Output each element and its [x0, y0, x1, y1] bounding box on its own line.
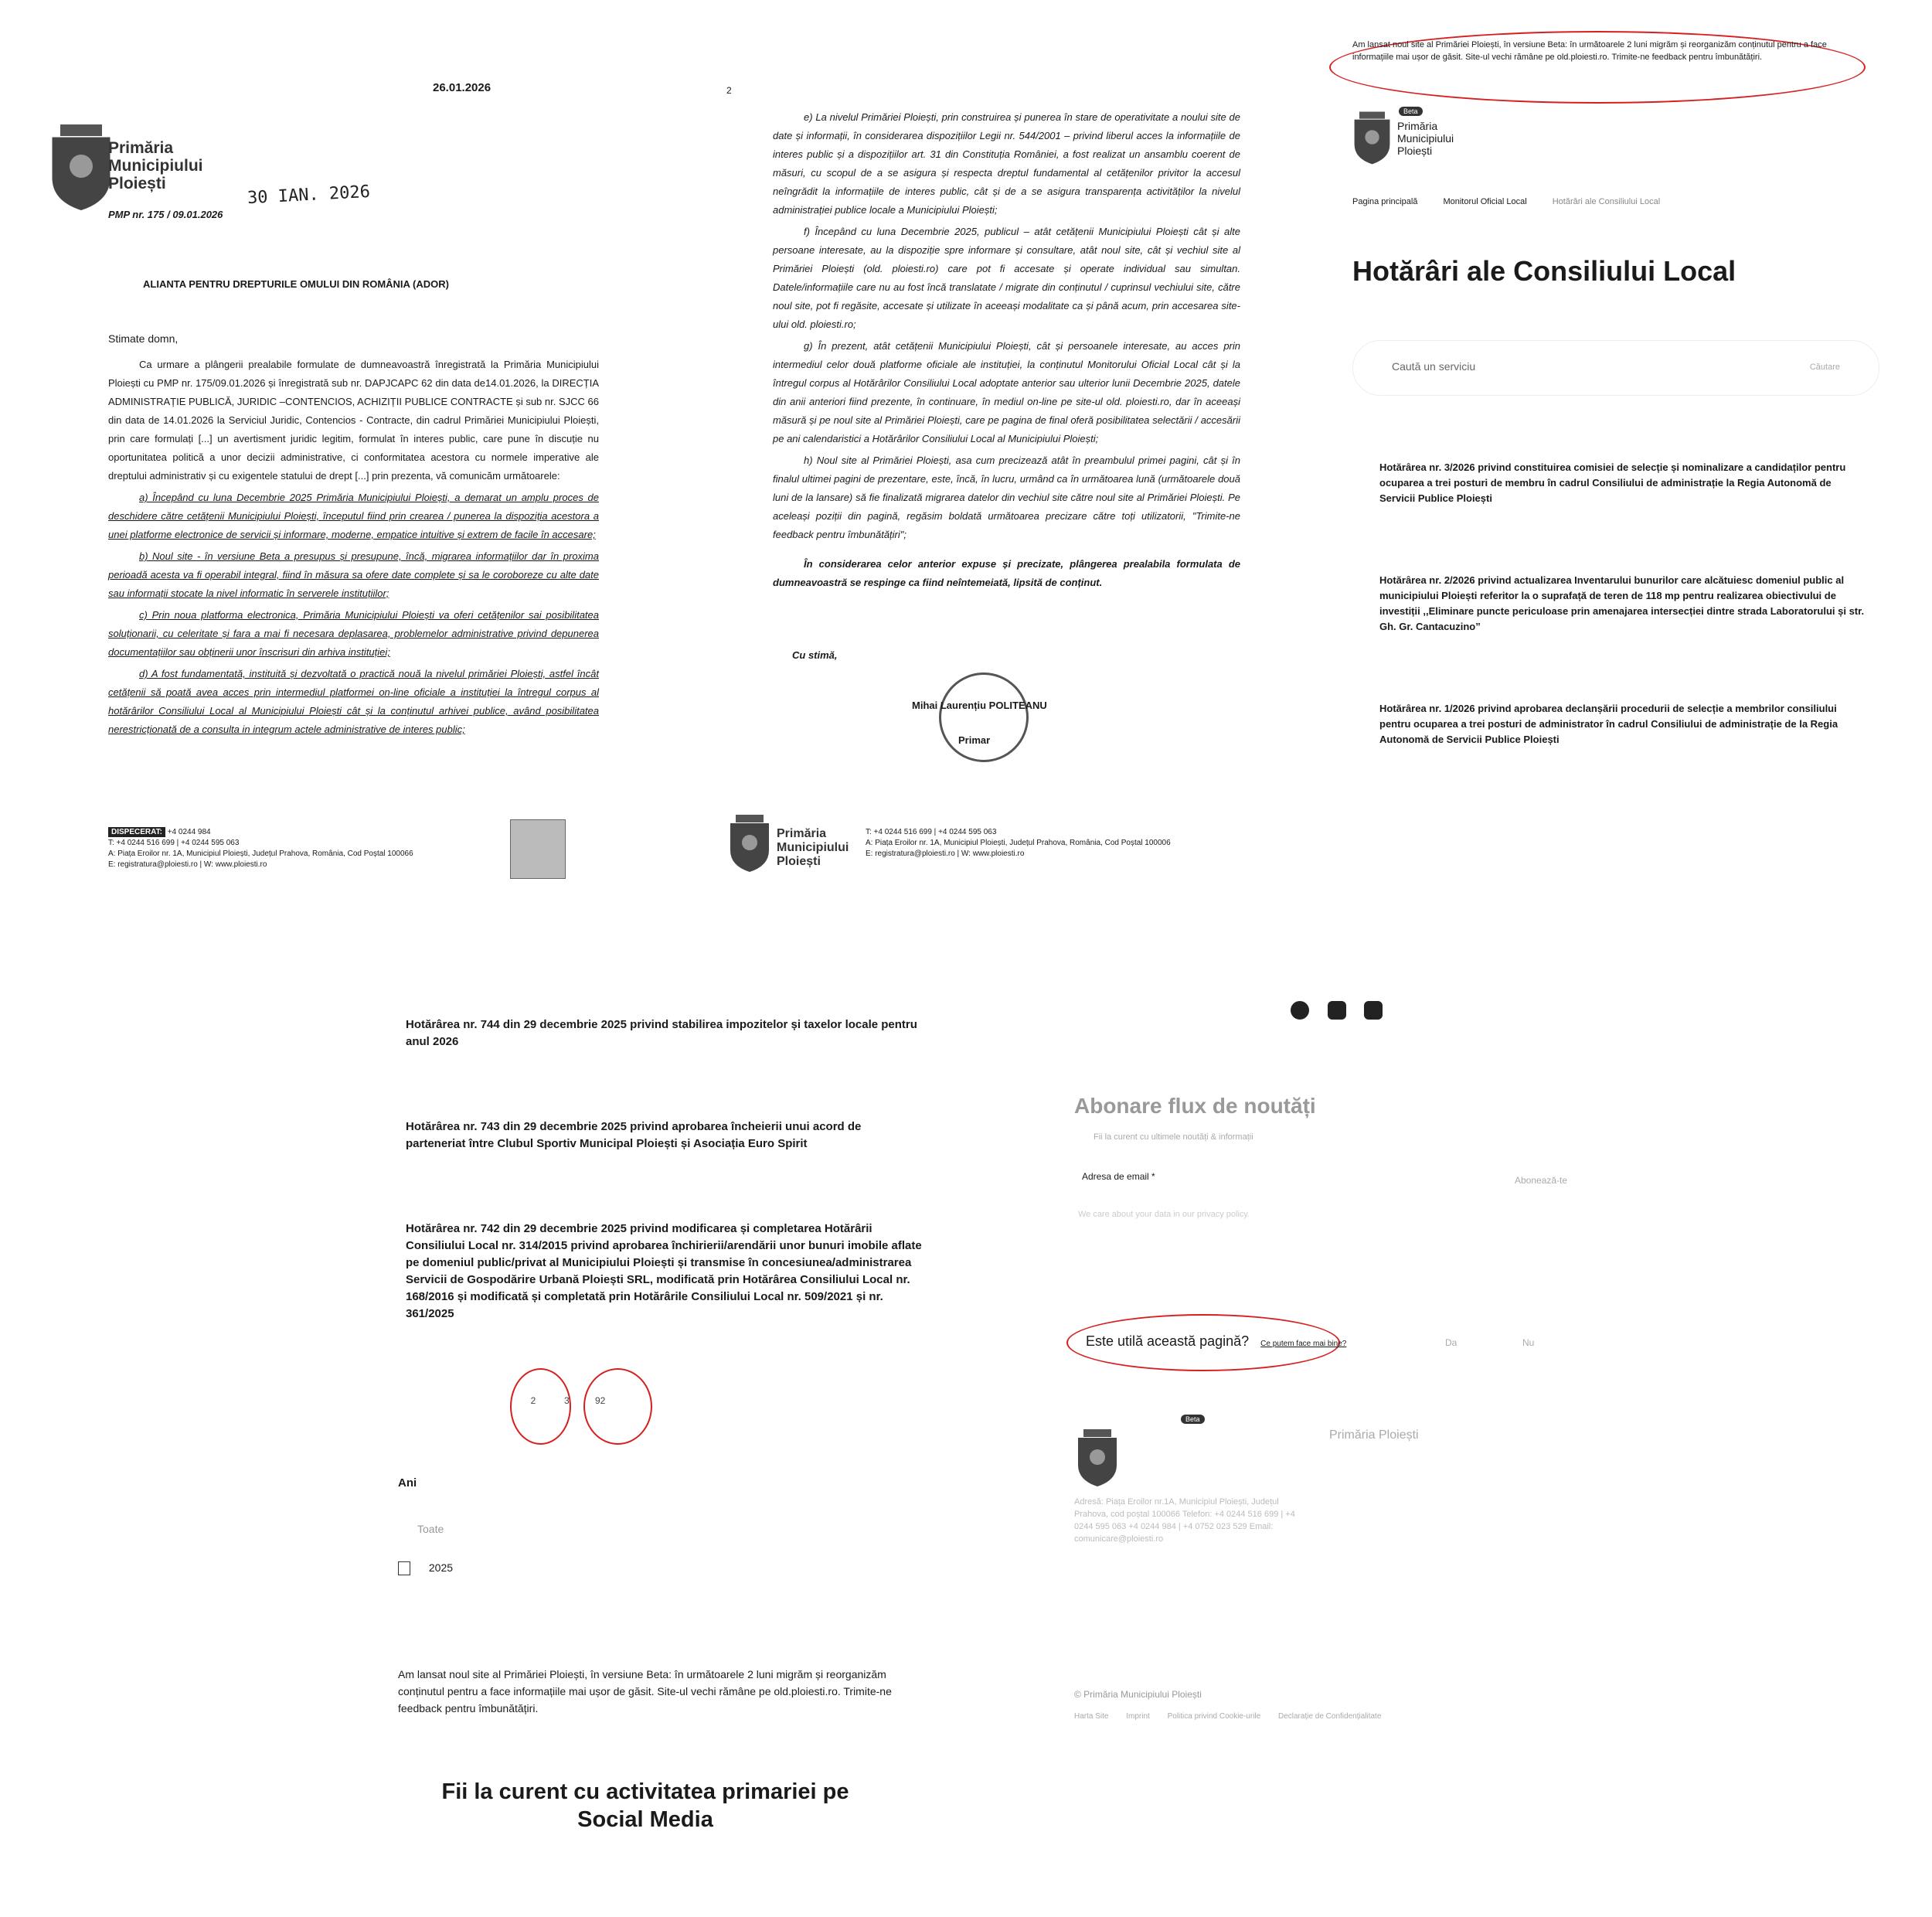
search-button[interactable]: Căutare — [1809, 363, 1840, 372]
letter-footer: DISPECERAT: +4 0244 984 T: +4 0244 516 699 | +4 0244 595 063 A: Piața Eroilor nr. 1A, Municipiul Ploiești, Județul Prahova, România, Cod Poștal 100066 E: registratura@ploiesti.ro | W: www.ploiesti.ro — [108, 828, 413, 869]
email-field[interactable]: Adresa de email * — [1082, 1171, 1155, 1182]
letter-footer-2: T: +4 0244 516 699 | +4 0244 595 063 A: Piața Eroilor nr. 1A, Municipiul Ploiești, Județul Prahova, România, Cod Poștal 100006 E: registratura@ploiesti.ro | W: www.ploiesti.ro — [866, 828, 1171, 858]
highlight-circle — [510, 1368, 571, 1445]
search-box[interactable] — [1352, 340, 1879, 396]
letter-page-1 — [46, 39, 734, 897]
received-stamp-date: 30 IAN. 2026 — [247, 182, 371, 209]
privacy-note: We care about your data in our privacy policy. — [1078, 1210, 1250, 1219]
feedback-yes-button[interactable]: Da — [1445, 1337, 1458, 1348]
decision-item[interactable]: Hotărârea nr. 743 din 29 decembrie 2025 privind aprobarea încheierii unui acord de parteneriat între Clubul Sportiv Municipal Ploiești și Asociația Euro Spirit — [406, 1120, 862, 1150]
newsletter-title: Abonare flux de noutăți — [1074, 1094, 1316, 1118]
closing: Cu stimă, — [792, 649, 838, 661]
subscribe-button[interactable]: Abonează-te — [1515, 1175, 1568, 1186]
decision-item[interactable]: Hotărârea nr. 1/2026 privind aprobarea declanșării procedurii de selecție a membrilor consiliului pentru ocuparea a trei posturi de administrator în cadrul Consiliului de administrație de la Regia Autonomă de Servicii Publice Ploiești — [1379, 703, 1838, 745]
site-brand[interactable]: Primăria Municipiului Ploiești — [1397, 120, 1454, 157]
letter-body-2 — [773, 108, 1240, 595]
facebook-icon[interactable] — [1291, 1001, 1309, 1020]
search-input[interactable]: Caută un serviciu — [1392, 360, 1476, 373]
feedback-no-button[interactable]: Nu — [1522, 1337, 1535, 1348]
intro-paragraph: Ca urmare a plângerii prealabile formulate de dumneavoastră înregistrată la Primăria Municipiului Ploiești cu PMP nr. 175/09.01.2026 și înregistrată sub nr. DAPJCAPC 62 din data de14.01.2026, la DIRECȚIA ADMINISTRAȚIE PUBLICĂ, JURIDIC –CONTENCIOS, ACHIZIȚII PUBLICE CONTRACTE și sub nr. SJCC 66 din data de 14.01.2026 la Serviciul Juridic, Contencios - Contracte, din cadrul Primăriei Municipiului Ploiești, prin care formulați [...] un avertisment juridic legitim, formulat în interes public, care pune în discuție nu oportunitatea politică a unor decizii administrative, ci conformitatea acestora cu normele imperative ale dreptului administrativ și cu exigentele statului de drept [...] prin prezenta, vă comunicăm următoarele: — [108, 359, 599, 482]
decisions-list-2025 — [406, 1016, 923, 1391]
pmp-number: PMP nr. 175 / 09.01.2026 — [108, 209, 223, 220]
point-e: e) La nivelul Primăriei Ploiești, prin construirea și punerea în stare de operativitate a noului site de date și informații, în considerarea dispozițiilor Legii nr. 544/2001 – privind liberul acces la informațiile de interes public și a dispozițiilor art. 31 din Constituția României, a fost realizat un ansamblu coerent de măsuri, cu scopul de a se asigura și respecta dreptul fundamental al cetățenilor privitor la accesul neîngrădit la informațiile de interes public, cât și de a se asigura transparența activităților la nivelul administrației publice locale a Municipiului Ploiești; — [773, 111, 1240, 216]
signer-role: Primar — [958, 734, 991, 746]
addressee: ALIANTA PENTRU DREPTURILE OMULUI DIN ROMÂNIA (ADOR) — [143, 278, 449, 290]
footer-link[interactable]: Politica privind Cookie-urile — [1167, 1712, 1261, 1721]
decision-item[interactable]: Hotărârea nr. 3/2026 privind constituirea comisiei de selecție și nominalizare a candidaților pentru ocuparea a trei posturi de membru în cadrul Consiliului de administrație la Regia Autonomă de Servicii Publice Ploiești — [1379, 461, 1846, 504]
letter-brand: Primăria Municipiului Ploiești — [108, 139, 203, 192]
primaria-crest-icon — [46, 120, 116, 213]
point-a: a) Începând cu luna Decembrie 2025 Primăria Municipiului Ploiești, a demarat un amplu proces de deschidere către cetățenii Municipiului Ploiești, începutul fiind prin crearea / punerea la dispoziția acestora a unei platforme electronice de servicii și informare, moderne, empatice intuitive și extrem de facile în accesare; — [108, 492, 599, 540]
footer-links — [1074, 1712, 1396, 1721]
social-section-title: Fii la curent cu activitatea primariei pe Social Media — [441, 1779, 849, 1832]
footer-logo-icon — [1074, 1426, 1121, 1488]
signer-name: Mihai Laurențiu POLITEANU — [912, 700, 1047, 711]
website-screenshot-list — [363, 989, 981, 1894]
greeting: Stimate domn, — [108, 332, 179, 345]
page-title: Hotărâri ale Consiliului Local — [1352, 255, 1736, 287]
page-link[interactable]: 3 — [564, 1395, 570, 1406]
youtube-icon[interactable] — [1364, 1001, 1383, 1020]
point-c: c) Prin noua platforma electronica, Primăria Municipiului Ploiești va oferi cetățenilor sai posibilitatea soluționarii, cu celeritate și fara a mai fi necesara deplasarea, problemelor administrative privind depunerea documentațiilor sau obținerii unor înscrisuri din arhiva instituției; — [108, 609, 599, 658]
years-label: Ani — [398, 1476, 417, 1490]
point-d: d) A fost fundamentată, instituită și dezvoltată o practică nouă la nivelul primăriei Ploiești, astfel încât cetățenii să poată avea acces prin intermediul platformei on-line oficiale a instituției la întregul corpus al hotărârilor Consiliului Local al Municipiului Ploiești cât și la conținutul arhivei publice, având posibilitatea nerestricționată de a consulta in integrum actele administrative de interes public; — [108, 668, 599, 735]
certification-badge — [510, 819, 566, 879]
footer-link[interactable]: Imprint — [1126, 1712, 1150, 1721]
beta-banner: Am lansat noul site al Primăriei Ploiești, în versiune Beta: în următoarele 2 luni migrăm și reorganizăm conținutul pentru a face informațiile mai ușor de găsit. Site-ul vechi rămâne pe old.ploiesti.ro. Trimite-ne feedback pentru îmbunătățiri. — [398, 1668, 892, 1714]
point-b: b) Noul site - în versiune Beta a presupus și presupune, încă, migrarea informațiilor dar în proxima perioadă acesta va fi operabil integral, fiind în măsura sa ofere date complete și sa le coroboreze cu alte date sau informații stocate la nivel informatic în serverele instituțiilor; — [108, 550, 599, 599]
breadcrumb-monitor[interactable]: Monitorul Oficial Local — [1443, 197, 1527, 206]
page-number: 2 — [726, 85, 732, 96]
letter-body — [108, 356, 599, 742]
copyright: © Primăria Municipiului Ploiești — [1074, 1689, 1202, 1700]
instagram-icon[interactable] — [1328, 1001, 1346, 1020]
official-seal — [939, 672, 1029, 762]
letter-date: 26.01.2026 — [433, 81, 492, 94]
breadcrumb-home[interactable]: Pagina principală — [1352, 197, 1418, 206]
site-logo-icon[interactable] — [1351, 108, 1393, 166]
conclusion: În considerarea celor anterior expuse și precizate, plângerea prealabila formulata de dumneavoastră se respinge ca fiind neîntemeiată, lipsită de conținut. — [773, 558, 1240, 588]
footer-link[interactable]: Harta Site — [1074, 1712, 1109, 1721]
decision-item[interactable]: Hotărârea nr. 744 din 29 decembrie 2025 privind stabilirea impozitelor și taxelor locale pentru anul 2026 — [406, 1018, 917, 1048]
website-screenshot-top — [1314, 31, 1901, 873]
highlight-circle — [583, 1368, 652, 1445]
page-link[interactable]: 2 — [530, 1395, 536, 1406]
footer-brand: Primăria Ploiești — [1329, 1428, 1419, 1442]
newsletter-subtitle: Fii la curent cu ultimele noutăți & informații — [1094, 1132, 1253, 1142]
year-filter-2025[interactable]: 2025 — [398, 1561, 453, 1575]
social-icons — [1291, 1001, 1396, 1024]
page-feedback: Este utilă această pagină? Ce putem face mai bine? — [1086, 1333, 1347, 1349]
beta-banner: Am lansat noul site al Primăriei Ploiești, în versiune Beta: în următoarele 2 luni migrăm și reorganizăm conținutul pentru a face informațiile mai ușor de găsit. Site-ul vechi rămâne pe old.ploiesti.ro. Trimite-ne feedback pentru îmbunătățiri. — [1352, 40, 1827, 62]
pagination — [518, 1395, 616, 1406]
footer-contacts: Adresă: Piața Eroilor nr.1A, Municipiul Ploiești, Județul Prahova, cod poștal 100066 Telefon: +4 0244 516 699 | +4 0244 595 063 +4 0244 984 | +4 0752 023 529 Email: comunicare@ploiesti.ro — [1074, 1497, 1295, 1544]
point-h: h) Noul site al Primăriei Ploiești, asa cum precizează atât în preambulul primei pagini, cât și în finalul ultimei pagini de prezentare, este, încă, în lucru, urmând ca în următoarea lună (următoarele două luni de la lansare) să fie finalizată migrarea datelor din vechiul site către noul site al Primăriei Ploiești. Pe aceleași poziții din pagină, regăsim boldată următoarea precizare către toți utilizatorii, "Trimite-ne feedback pentru îmbunătățiri"; — [773, 455, 1240, 540]
beta-badge: Beta — [1399, 107, 1423, 116]
website-screenshot-footer — [1059, 982, 1669, 1817]
point-f: f) Începând cu luna Decembrie 2025, publicul – atât cetățenii Municipiului Ploiești cât și alte persoane interesate, au la dispoziție spre informare și consultare, atât noul site, cât și vechiul site al Primăriei Ploiești (old. ploiesti.ro) care pot fi accesate și operate individual sau simultan. Datele/informațiile care nu au fost încă translatate / migrate din conținutul / cuprinsul vechiului site, către noul site, pot fi regăsite, accesate și utilizate în aceeași modalitate ca și până acum, prin accesarea site-ului old. ploiesti.ro; — [773, 226, 1240, 330]
page-link-last[interactable]: 92 — [595, 1395, 606, 1406]
breadcrumb-current: Hotărâri ale Consiliului Local — [1552, 197, 1661, 206]
calendar-icon — [398, 1561, 410, 1575]
footer-link[interactable]: Declarație de Confidențialitate — [1277, 1712, 1382, 1721]
point-g: g) În prezent, atât cetățenii Municipiului Ploiești, cât și persoanele interesate, au acces prin intermediul celor două platforme oficiale ale instituției, la conținutul Monitorului Oficial Local cât și la întregul corpus al Hotărârilor Consiliului Local adoptate anterior sau ulterior lunii Decembrie 2025, datele din anii anteriori fiind prezente, în continuare, în mediul on-line pe site-ul old. ploiesti.ro, dar în aceeași măsură și pe noul site al Primăriei Ploiești, care pe pagina de final oferă posibilitatea selectării / accesării pe ani calendaristici a Hotărârilor Consiliului Local al Municipiului Ploiești; — [773, 340, 1240, 444]
letter-page-2 — [726, 39, 1337, 897]
letter-brand-2: Primăria Municipiului Ploiești — [777, 827, 849, 868]
breadcrumb — [1352, 197, 1683, 206]
beta-badge: Beta — [1181, 1415, 1205, 1424]
decision-item[interactable]: Hotărârea nr. 742 din 29 decembrie 2025 privind modificarea și completarea Hotărârii Consiliului Local nr. 314/2015 privind aprobarea închirierii/arendării unor bunuri imobile aflate pe domeniul public/privat al Municipiului Ploiești și transmise în concesiunea/administrarea Servicii de Gospodărire Urbană Ploiești SRL, modificată prin Hotărârea Consiliului Local nr. 168/2016 și modificată și completată prin Hotărârile Consiliului Local nr. 509/2021 și nr. 361/2025 — [406, 1222, 922, 1320]
feedback-link[interactable]: Ce putem face mai bine? — [1260, 1340, 1347, 1348]
decisions-list — [1379, 460, 1866, 814]
decision-item[interactable]: Hotărârea nr. 2/2026 privind actualizarea Inventarului bunurilor care alcătuiesc domeniul public al municipiului Ploiești referitor la o suprafață de teren de 118 mp pentru realizarea obiectivului de investiții ,,Eliminare puncte periculoase prin amenajarea intersecției dintre strada Laboratorului și str. Gh. Gr. Cantacuzino” — [1379, 574, 1865, 632]
primaria-crest-icon — [726, 812, 773, 873]
year-filter-all[interactable]: Toate — [417, 1523, 444, 1535]
